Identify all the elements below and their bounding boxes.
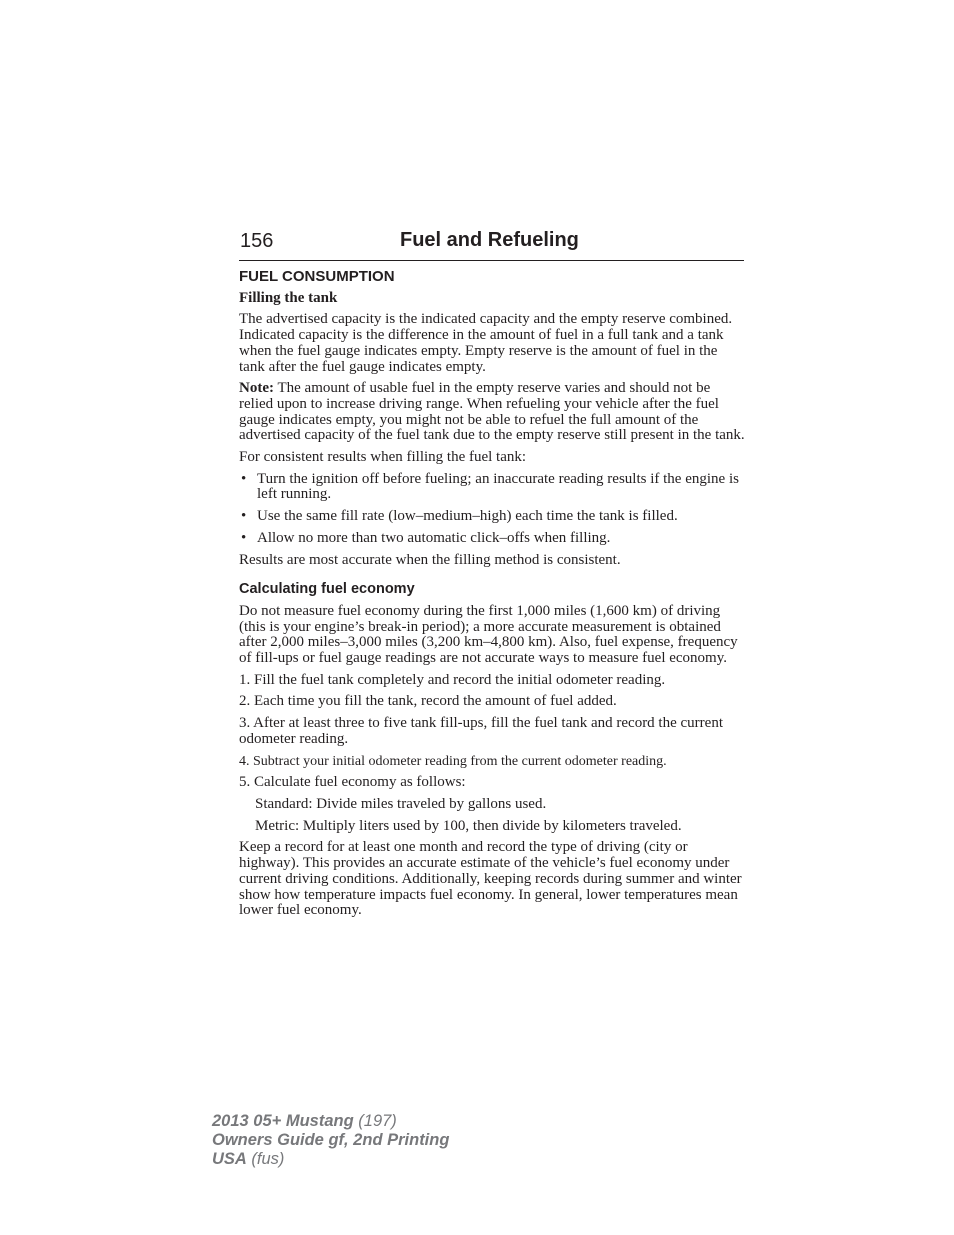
note-paragraph <box>239 381 745 444</box>
intro-paragraph: For consistent results when filling the fuel tank: <box>239 449 527 466</box>
page-number: 156 <box>240 230 274 252</box>
chapter-title: Fuel and Refueling <box>400 229 579 251</box>
bullet-icon: • <box>241 470 247 487</box>
list-item: • Allow no more than two automatic click–offs when filling. <box>241 529 611 546</box>
page-content <box>239 266 745 925</box>
note-text: The amount of usable fuel in the empty reserve varies and should not be relied upon to increase driving range. When refueling your vehicle after the fuel gauge indicates empty, you might not be able to refuel the full amount of the advertised capacity of the fuel tank due to the empty reserve still present in the tank. <box>239 380 745 444</box>
footer-line-2: Owners Guide gf, 2nd Printing <box>212 1131 450 1149</box>
page-footer <box>212 1112 449 1169</box>
calc-paragraph: Do not measure fuel economy during the first 1,000 miles (1,600 km) of driving (this is your engine’s break-in period); a more accurate measurement is obtained after 2,000 miles–3,000 miles (3,200 km–4,800 km). Also, fuel expense, frequency of fill-ups or fuel gauge readings are not accurate ways to measure fuel economy. <box>239 602 738 667</box>
capacity-paragraph: The advertised capacity is the indicated capacity and the empty reserve combined. Indicated capacity is the difference in the amount of fuel in a full tank and a tank when the fuel gauge indicates empty. Empty reserve is the amount of fuel in the tank after the fuel gauge indicates empty. <box>239 311 733 375</box>
metric-formula: Metric: Multiply liters used by 100, then divide by kilometers traveled. <box>255 817 682 834</box>
calc-title: Calculating fuel economy <box>239 581 415 598</box>
bullet-icon: • <box>241 529 247 546</box>
step-4: 4. Subtract your initial odometer reading from the current odometer reading. <box>239 753 667 769</box>
note-label: Note: <box>239 380 274 397</box>
footer-line-1: 2013 05+ Mustang (197) <box>212 1112 397 1130</box>
bullet-icon: • <box>241 508 247 525</box>
page-header <box>239 228 744 261</box>
closing-paragraph: Keep a record for at least one month and record the type of driving (city or highway). This provides an accurate estimate of the vehicle’s fuel economy under current driving conditions. Additionally, keeping records during summer and winter show how temperature impacts fuel economy. In general, lower temperatures mean lower fuel economy. <box>239 839 742 919</box>
step-5: 5. Calculate fuel economy as follows: <box>239 774 466 791</box>
step-1: 1. Fill the fuel tank completely and record the initial odometer reading. <box>239 671 666 688</box>
list-item: • Turn the ignition off before fueling; an inaccurate reading results if the engine is left running. <box>241 470 739 503</box>
step-3: 3. After at least three to five tank fill-ups, fill the fuel tank and record the current odometer reading. <box>239 715 723 747</box>
list-item: • Use the same fill rate (low–medium–high) each time the tank is filled. <box>241 508 678 525</box>
section-title: FUEL CONSUMPTION <box>239 268 395 285</box>
standard-formula: Standard: Divide miles traveled by gallons used. <box>255 795 547 812</box>
tips-list <box>239 472 745 547</box>
section-subtitle: Filling the tank <box>239 289 338 306</box>
step-2: 2. Each time you fill the tank, record the amount of fuel added. <box>239 693 617 710</box>
result-paragraph: Results are most accurate when the filling method is consistent. <box>239 551 621 568</box>
footer-line-3: USA (fus) <box>212 1150 285 1168</box>
